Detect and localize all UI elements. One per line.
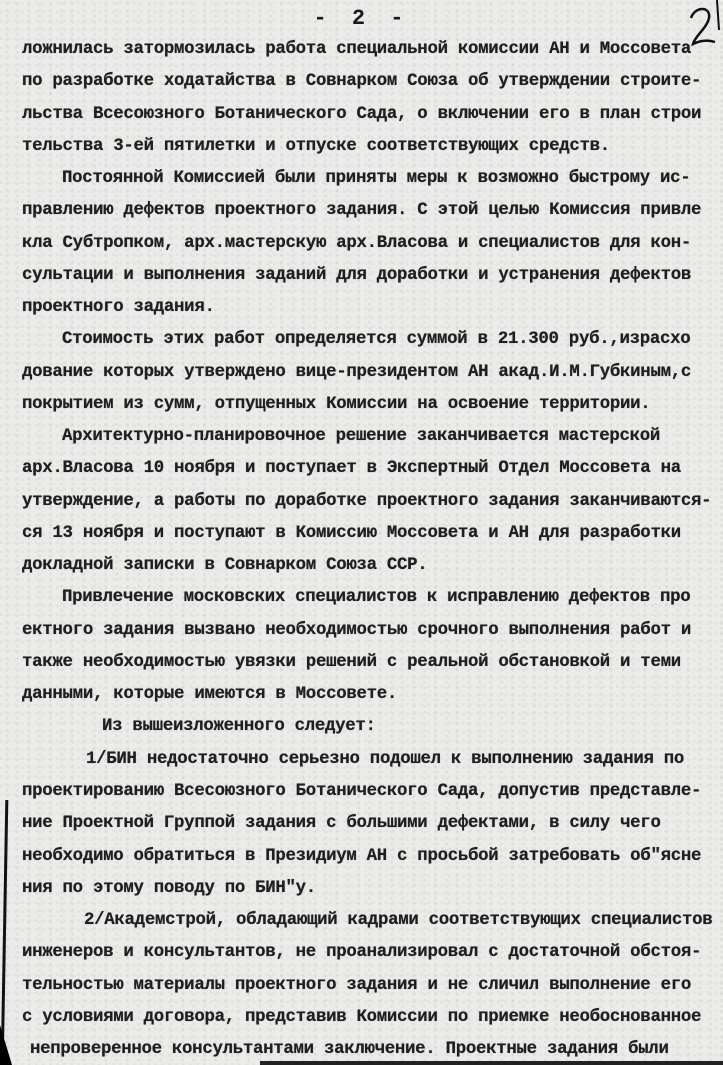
text-line: ния по этому поводу по БИН"у. [22, 878, 316, 898]
text-line: ся 13 ноября и поступают в Комиссию Моссовета и АН для разработки [22, 523, 681, 543]
text-line: проектного задания. [22, 298, 215, 318]
text-line: дование которых утверждено вице-президентом АН акад.И.М.Губкиным,с [22, 362, 691, 382]
text-line: арх.Власова 10 ноября и поступает в Экспертный Отдел Моссовета на [22, 459, 681, 479]
text-line: утверждение, а работы по доработке проектного задания заканчиваются- [22, 491, 712, 511]
text-line: Архитектурно-планировочное решение заканчивается мастерской [62, 427, 661, 447]
text-line: тельностью материалы проектного задания и не сличил выполнение его [22, 975, 691, 995]
text-line: непроверенное консультантами заключение. Проектные задания были [30, 1040, 669, 1060]
text-line: правлению дефектов проектного задания. С этой целью Комиссия привле [22, 201, 702, 221]
text-line: по разработке ходатайства в Совнарком Союза об утверждении строите- [22, 72, 702, 92]
text-line: Стоимость этих работ определяется суммой в 21.300 руб.,израсхо [62, 330, 691, 350]
text-line: льства Всесоюзного Ботанического Сада, о включении его в план строи [22, 104, 702, 124]
text-line: также необходимостью увязки решений с реальной обстановкой и теми [22, 652, 681, 672]
text-line: ектного задания вызвано необходимостью срочного выполнения работ и [22, 620, 691, 640]
text-line: тельства 3-ей пятилетки и отпуске соответствующих средств. [22, 136, 610, 156]
text-line: проектированию Всесоюзного Ботанического Сада, допустив представле- [22, 781, 702, 801]
text-line: 2/Академстрой, обладающий кадрами соответствующих специалистов [84, 911, 713, 931]
text-line: с условиями договора, представив Комиссии по приемке необоснованное [22, 1007, 702, 1027]
text-line: Постоянной Комиссией были приняты меры к возможно быстрому ис- [62, 169, 691, 189]
text-line: 1/БИН недостаточно серьезно подошел к выполнению задания по [86, 749, 685, 769]
page-number: - 2 - [313, 6, 410, 31]
scan-bottom-edge [260, 1061, 723, 1065]
text-line: ложнилась затормозилась работа специальной комиссии АН и Моссовета [22, 40, 691, 59]
text-line: данными, которые имеются в Моссовете. [22, 685, 398, 705]
scan-corner-shadow [0, 1025, 12, 1065]
text-line: Привлечение московских специалистов к исправлению дефектов про [62, 588, 691, 608]
text-line: сультации и выполнения заданий для доработки и устранения дефектов [22, 265, 691, 285]
text-line: Из вышеизложенного следует: [102, 717, 376, 737]
text-line: инженеров и консультантов, не проанализировал с достаточной обстоя- [22, 943, 702, 963]
text-line: докладной записки в Совнарком Союза ССР. [22, 556, 428, 576]
text-line: необходимо обратиться в Президиум АН с просьбой затребовать об"ясне [22, 846, 702, 866]
text-line: ние Проектной Группой задания с большими дефектами, в силу чего [22, 814, 661, 834]
text-line: покрытием из сумм, отпущенных Комиссии на освоение территории. [22, 394, 651, 414]
text-line: кла Субтропком, арх.мастерскую арх.Власова и специалистов для кон- [22, 233, 691, 253]
